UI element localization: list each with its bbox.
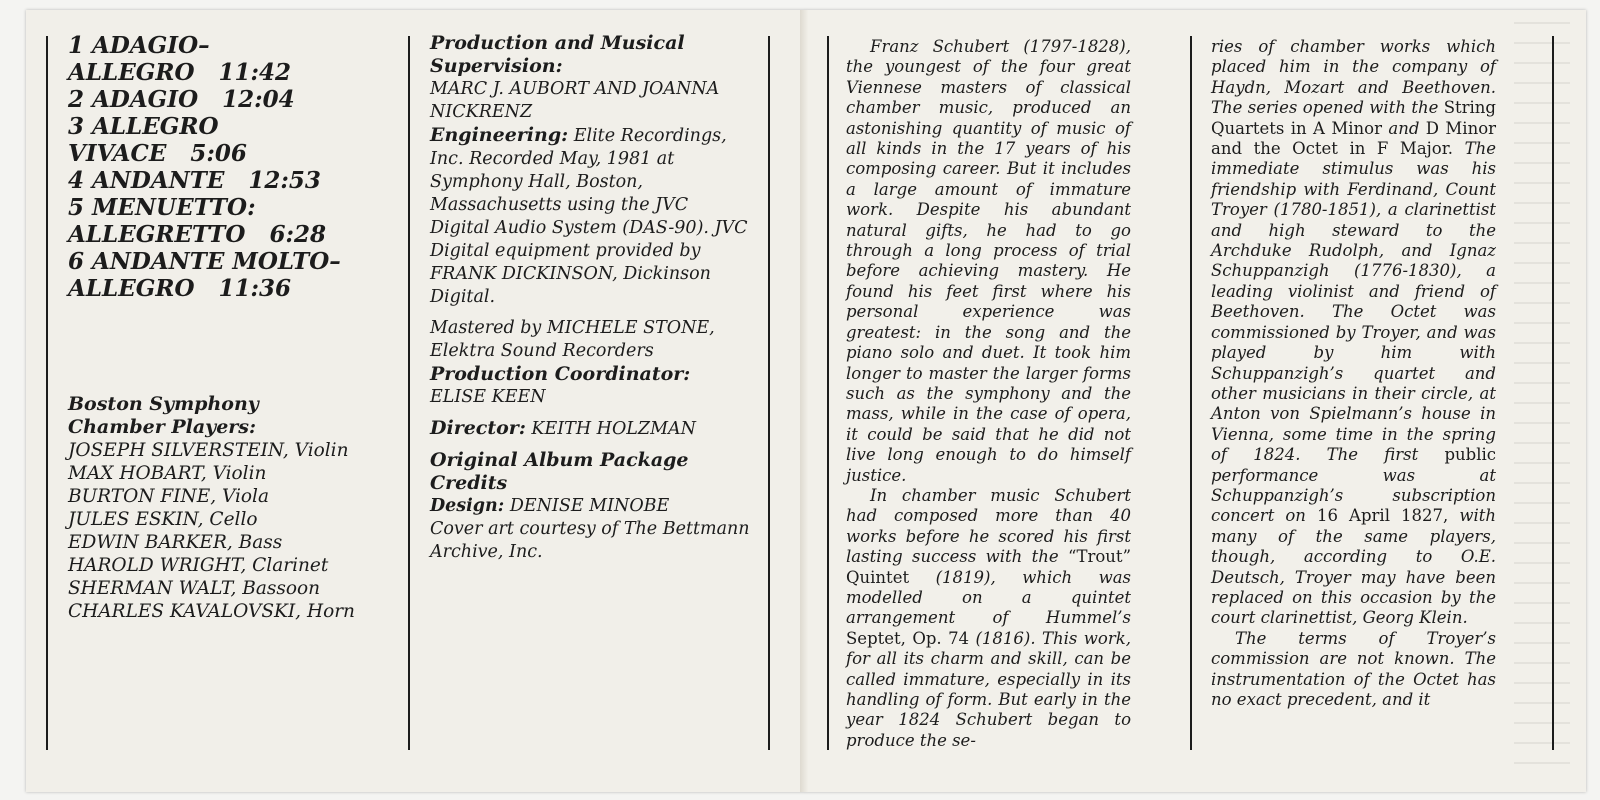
essay-column (1211, 37, 1496, 710)
credit-cover-art: Cover art courtesy of The Bettmann Archive, Inc. (430, 519, 750, 562)
column-rule (408, 36, 410, 750)
credit-heading: Production Coordinator: (430, 363, 691, 385)
booklet-gutter (800, 10, 814, 792)
credit-names: ELISE KEEN (430, 387, 546, 407)
credit-director: Director: KEITH HOLZMAN (430, 417, 696, 439)
ensemble-heading: Chamber Players: (68, 416, 257, 438)
ensemble-list (68, 393, 388, 623)
column-rule (1552, 36, 1554, 750)
track-item: 3 ALLEGRO VIVACE 5:06 (68, 113, 247, 167)
ensemble-member: BURTON FINE, Viola (68, 486, 269, 507)
credit-heading: Original Album Package Credits (430, 449, 689, 494)
track-item: 4 ANDANTE 12:53 (68, 167, 321, 194)
ensemble-member: CHARLES KAVALOVSKI, Horn (68, 601, 355, 622)
ensemble-member: SHERMAN WALT, Bassoon (68, 578, 321, 599)
bleed-through-text (1514, 22, 1570, 782)
credit-design: Design: DENISE MINOBE (430, 496, 670, 516)
ensemble-member: JULES ESKIN, Cello (68, 509, 258, 530)
ensemble-member: EDWIN BARKER, Bass (68, 532, 283, 553)
ensemble-member: MAX HOBART, Violin (68, 463, 267, 484)
essay-paragraph: In chamber music Schubert had composed more than 40 works before he scored his first lasting success with the “Trout” Quintet (1819), which was modelled on a quintet arrangement of Hummel’s Septet, Op. 74 (1816). This work, for all its charm and skill, can be called immature, especially in its handling of form. But early in the year 1824 Schubert began to produce the se- (846, 485, 1132, 750)
ensemble-member: HAROLD WRIGHT, Clarinet (68, 555, 329, 576)
credit-engineering: Engineering: Elite Recordings, Inc. Recorded May, 1981 at Symphony Hall, Boston, Massachusetts using the JVC Digital Audio System (DAS-90). JVC Digital equipment provided by FRANK DICKINSON, Dickinson Digital. (430, 124, 748, 307)
column-rule (1190, 36, 1192, 750)
essay-paragraph: The terms of Troyer’s commission are not known. The instrumentation of the Octet has no exact precedent, and it (1211, 628, 1496, 709)
ensemble-member: JOSEPH SILVERSTEIN, Violin (68, 440, 349, 461)
column-rule (46, 36, 48, 750)
essay-column (846, 37, 1131, 751)
production-credits (430, 32, 750, 564)
track-item: 1 ADAGIO– ALLEGRO 11:42 (68, 32, 292, 86)
track-item: 6 ANDANTE MOLTO– ALLEGRO 11:36 (68, 248, 341, 302)
credit-names: MARC J. AUBORT AND JOANNA NICKRENZ (430, 79, 720, 122)
column-rule (827, 36, 829, 750)
credit-mastering: Mastered by MICHELE STONE, Elektra Sound Recorders (430, 318, 715, 361)
essay-paragraph: Franz Schubert (1797-1828), the youngest of the four great Viennese masters of classical chamber music, produced an astonishing quantity of music of all kinds in the 17 years of his composing career. But it includes a large amount of immature work. Despite his abundant natural gifts, he had to go through a long process of trial before achieving mastery. He found his feet first where his personal experience was greatest: in the song and the piano solo and duet. It took him longer to master the larger forms such as the symphony and the mass, while in the case of opera, it could be said that he did not live long enough to do himself justice. (846, 37, 1131, 485)
ensemble-heading: Boston Symphony (68, 393, 259, 415)
track-item: 2 ADAGIO 12:04 (68, 86, 295, 113)
track-item: 5 MENUETTO: ALLEGRETTO 6:28 (68, 194, 326, 248)
column-rule (768, 36, 770, 750)
track-list (68, 32, 368, 302)
essay-paragraph: ries of chamber works which placed him in the company of Haydn, Mozart and Beethoven. The series opened with the String Quartets in A Minor and D Minor and the Octet in F Major. The immediate stimulus was his friendship with Ferdinand, Count Troyer (1780-1851), a clarinettist and high steward to the Archduke Rudolph, and Ignaz Schuppanzigh (1776-1830), a leading violinist and friend of Beethoven. The Octet was commissioned by Troyer, and was played by him with Schuppanzigh’s quartet and other musicians in their circle, at Anton von Spielmann’s house in Vienna, some time in the spring of 1824. The first public performance was at Schuppanzigh’s subscription concert on 16 April 1827, with many of the same players, though, according to O.E. Deutsch, Troyer may have been replaced on this occasion by the court clarinettist, Georg Klein. (1211, 37, 1497, 628)
credit-heading: Production and Musical Supervision: (430, 32, 685, 77)
